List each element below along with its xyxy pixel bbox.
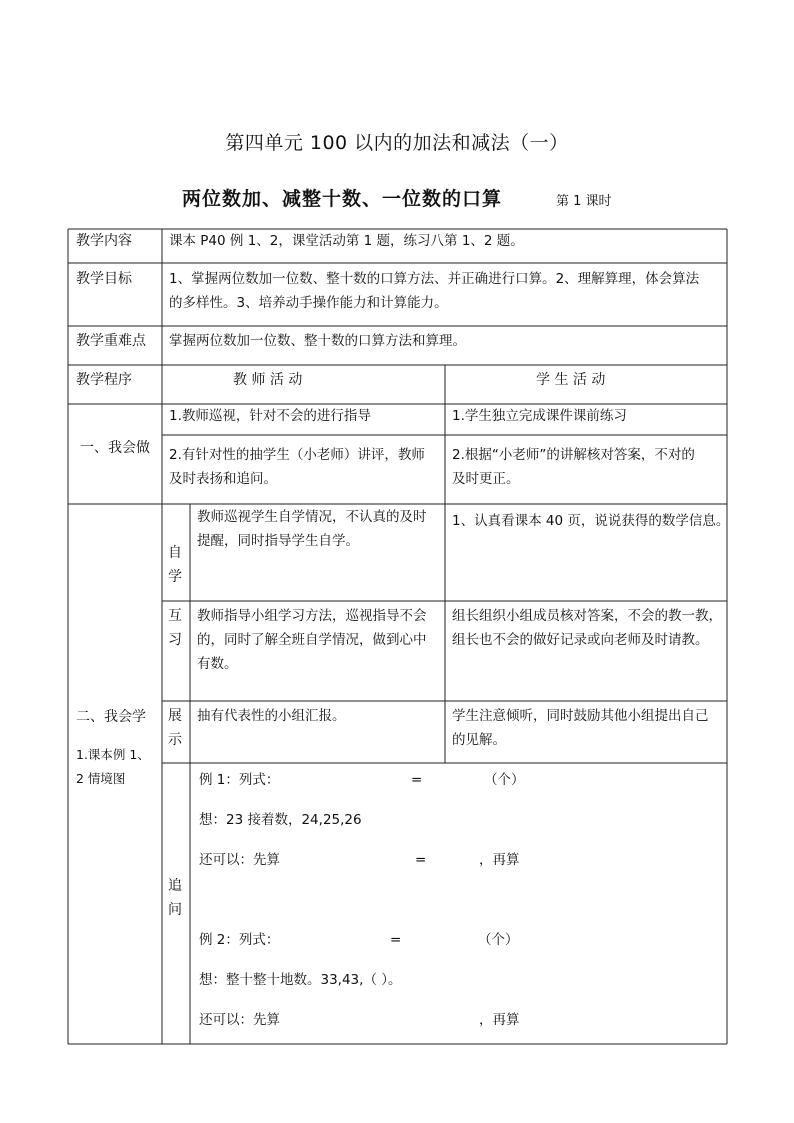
- example-1-equals: =: [411, 772, 423, 788]
- phase-zhanshi-char-2: 示: [168, 732, 182, 748]
- section-2-label: 二、我会学: [76, 709, 146, 725]
- s1-teacher-2-line-1: 2.有针对性的抽学生（小老师）讲评，教师: [169, 447, 425, 463]
- content-text: 课本 P40 例 1、2，课堂活动第 1 题，练习八第 1、2 题。: [169, 233, 524, 249]
- example-1-label: 例 1：列式：: [199, 772, 280, 788]
- student-activity-header: 学 生 活 动: [536, 372, 606, 388]
- example-1-unit: （个）: [484, 772, 525, 788]
- section-2-sub-line-1: 1.课本例 1、: [76, 747, 150, 762]
- huxi-teacher-line-1: 教师指导小组学习方法，巡视指导不会: [197, 608, 427, 624]
- phase-huxi-char-2: 习: [168, 632, 182, 648]
- example-1-think: 想：23 接着数，24,25,26: [199, 812, 362, 828]
- goal-line-2: 的多样性。3、培养动手操作能力和计算能力。: [169, 295, 448, 311]
- phase-zhuiwen-char-1: 追: [168, 878, 182, 894]
- example-2-unit: （个）: [478, 932, 519, 948]
- huxi-teacher-line-2: 的，同时了解全班自学情况，做到心中: [197, 632, 427, 648]
- phase-huxi-char-1: 互: [168, 608, 182, 624]
- s1-student-2-line-1: 2.根据“小老师”的讲解核对答案，不对的: [452, 447, 695, 463]
- huxi-student-line-2: 组长也不会的做好记录或向老师及时请教。: [452, 632, 709, 648]
- phase-zixue-char-2: 学: [168, 569, 182, 585]
- example-2-equals: =: [390, 932, 402, 948]
- key-label: 教学重难点: [76, 333, 146, 349]
- goal-line-1: 1、掌握两位数加一位数、整十数的口算方法、并正确进行口算。2、理解算理，体会算法: [169, 271, 700, 287]
- zixue-student: 1、认真看课本 40 页，说说获得的数学信息。: [452, 513, 730, 529]
- huxi-teacher-line-3: 有数。: [197, 656, 238, 672]
- key-text: 掌握两位数加一位数、整十数的口算方法和算理。: [169, 333, 466, 349]
- lesson-title: 两位数加、减整十数、一位数的口算: [182, 188, 503, 210]
- phase-zhuiwen-char-2: 问: [168, 902, 182, 918]
- zixue-teacher-line-1: 教师巡视学生自学情况，不认真的及时: [197, 509, 427, 525]
- zhanshi-teacher: 抽有代表性的小组汇报。: [197, 708, 346, 724]
- teacher-activity-header: 教 师 活 动: [233, 372, 303, 388]
- section-2-sub-line-2: 2 情境图: [76, 771, 126, 786]
- example-1-then: ，再算: [479, 852, 520, 868]
- s1-student-1: 1.学生独立完成课件课前练习: [452, 408, 627, 424]
- example-1-equals-2: =: [415, 852, 427, 868]
- s1-student-2-line-2: 及时更正。: [452, 471, 520, 487]
- phase-zixue-char-1: 自: [168, 545, 182, 561]
- zixue-teacher-line-2: 提醒，同时指导学生自学。: [197, 533, 359, 549]
- example-2-also: 还可以：先算: [199, 1012, 280, 1028]
- goal-label: 教学目标: [76, 271, 132, 287]
- example-2-label: 例 2：列式：: [199, 932, 280, 948]
- huxi-student-line-1: 组长组织小组成员核对答案，不会的教一教，: [452, 608, 722, 624]
- section-1-label: 一、我会做: [80, 440, 150, 456]
- zhanshi-student-line-1: 学生注意倾听，同时鼓励其他小组提出自己: [452, 708, 709, 724]
- s1-teacher-1: 1.教师巡视，针对不会的进行指导: [169, 408, 371, 424]
- unit-title: 第四单元 100 以内的加法和减法（一）: [225, 132, 569, 154]
- example-2-think: 想：整十整十地数。33,43,（ ）。: [199, 972, 402, 988]
- content-label: 教学内容: [76, 233, 132, 249]
- period-label: 第 1 课时: [556, 194, 612, 209]
- example-2-then: ，再算: [479, 1012, 520, 1028]
- zhanshi-student-line-2: 的见解。: [452, 732, 506, 748]
- procedure-label: 教学程序: [76, 372, 132, 388]
- phase-zhanshi-char-1: 展: [168, 708, 182, 724]
- example-1-also: 还可以：先算: [199, 852, 280, 868]
- s1-teacher-2-line-2: 及时表扬和追问。: [169, 471, 277, 487]
